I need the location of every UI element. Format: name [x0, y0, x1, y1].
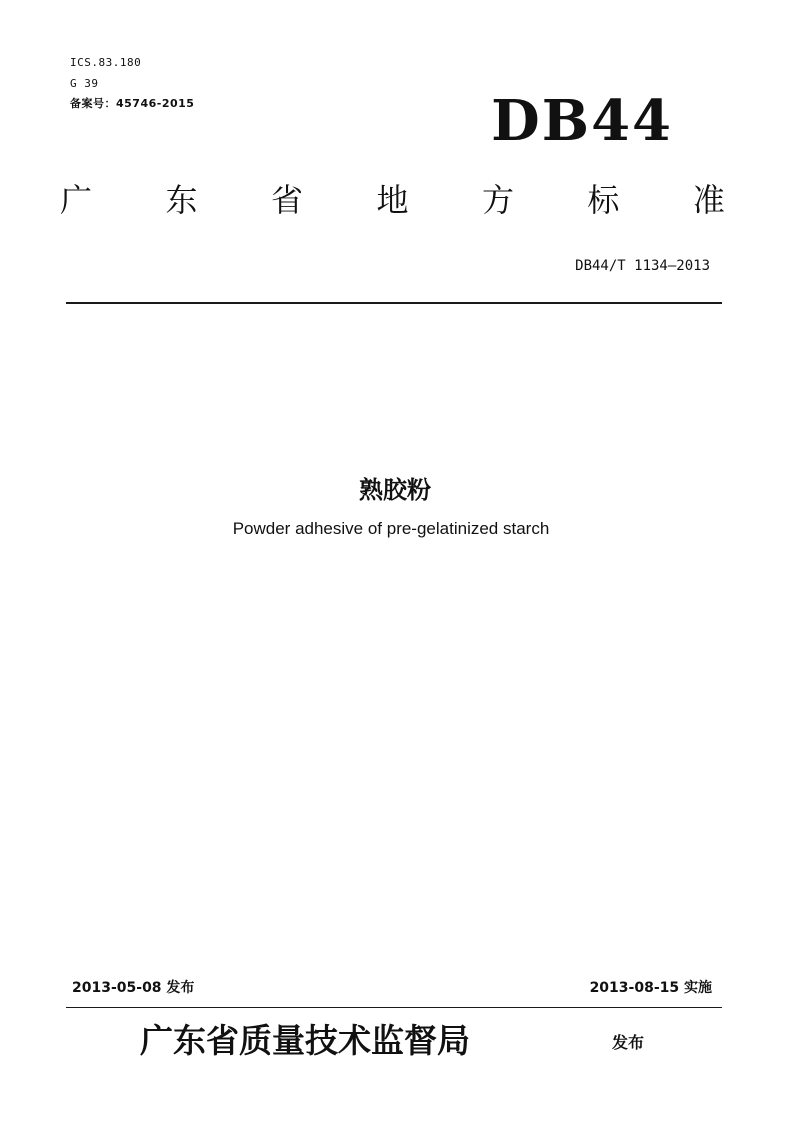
- top-divider: [66, 302, 722, 304]
- issue-date: 2013-05-08 发布: [72, 980, 195, 996]
- standard-type-char: 省: [270, 181, 303, 219]
- document-title-cn: 熟胶粉: [359, 476, 431, 504]
- clc-code: G 39: [70, 77, 99, 90]
- standard-type-char: 方: [481, 181, 514, 219]
- standard-type-char: 东: [165, 181, 198, 219]
- record-number: 备案号：45746-2015: [70, 97, 195, 110]
- ics-code: ICS.83.180: [70, 56, 142, 69]
- issuing-authority: 广东省质量技术监督局: [140, 1021, 470, 1060]
- document-title-en: Powder adhesive of pre-gelatinized starch: [232, 519, 550, 538]
- standard-number: DB44/T 1134—2013: [575, 258, 710, 274]
- issuing-authority-suffix: 发布: [612, 1033, 645, 1052]
- implementation-date: 2013-08-15 实施: [589, 980, 712, 996]
- standard-type-char: 准: [692, 181, 725, 219]
- standard-type-char: 地: [376, 181, 409, 219]
- standard-type-heading: [60, 180, 725, 220]
- standard-type-char: 广: [60, 181, 93, 219]
- bottom-divider: [66, 1007, 722, 1008]
- standard-code-logo: DB44: [491, 88, 673, 154]
- standard-type-char: 标: [587, 181, 620, 219]
